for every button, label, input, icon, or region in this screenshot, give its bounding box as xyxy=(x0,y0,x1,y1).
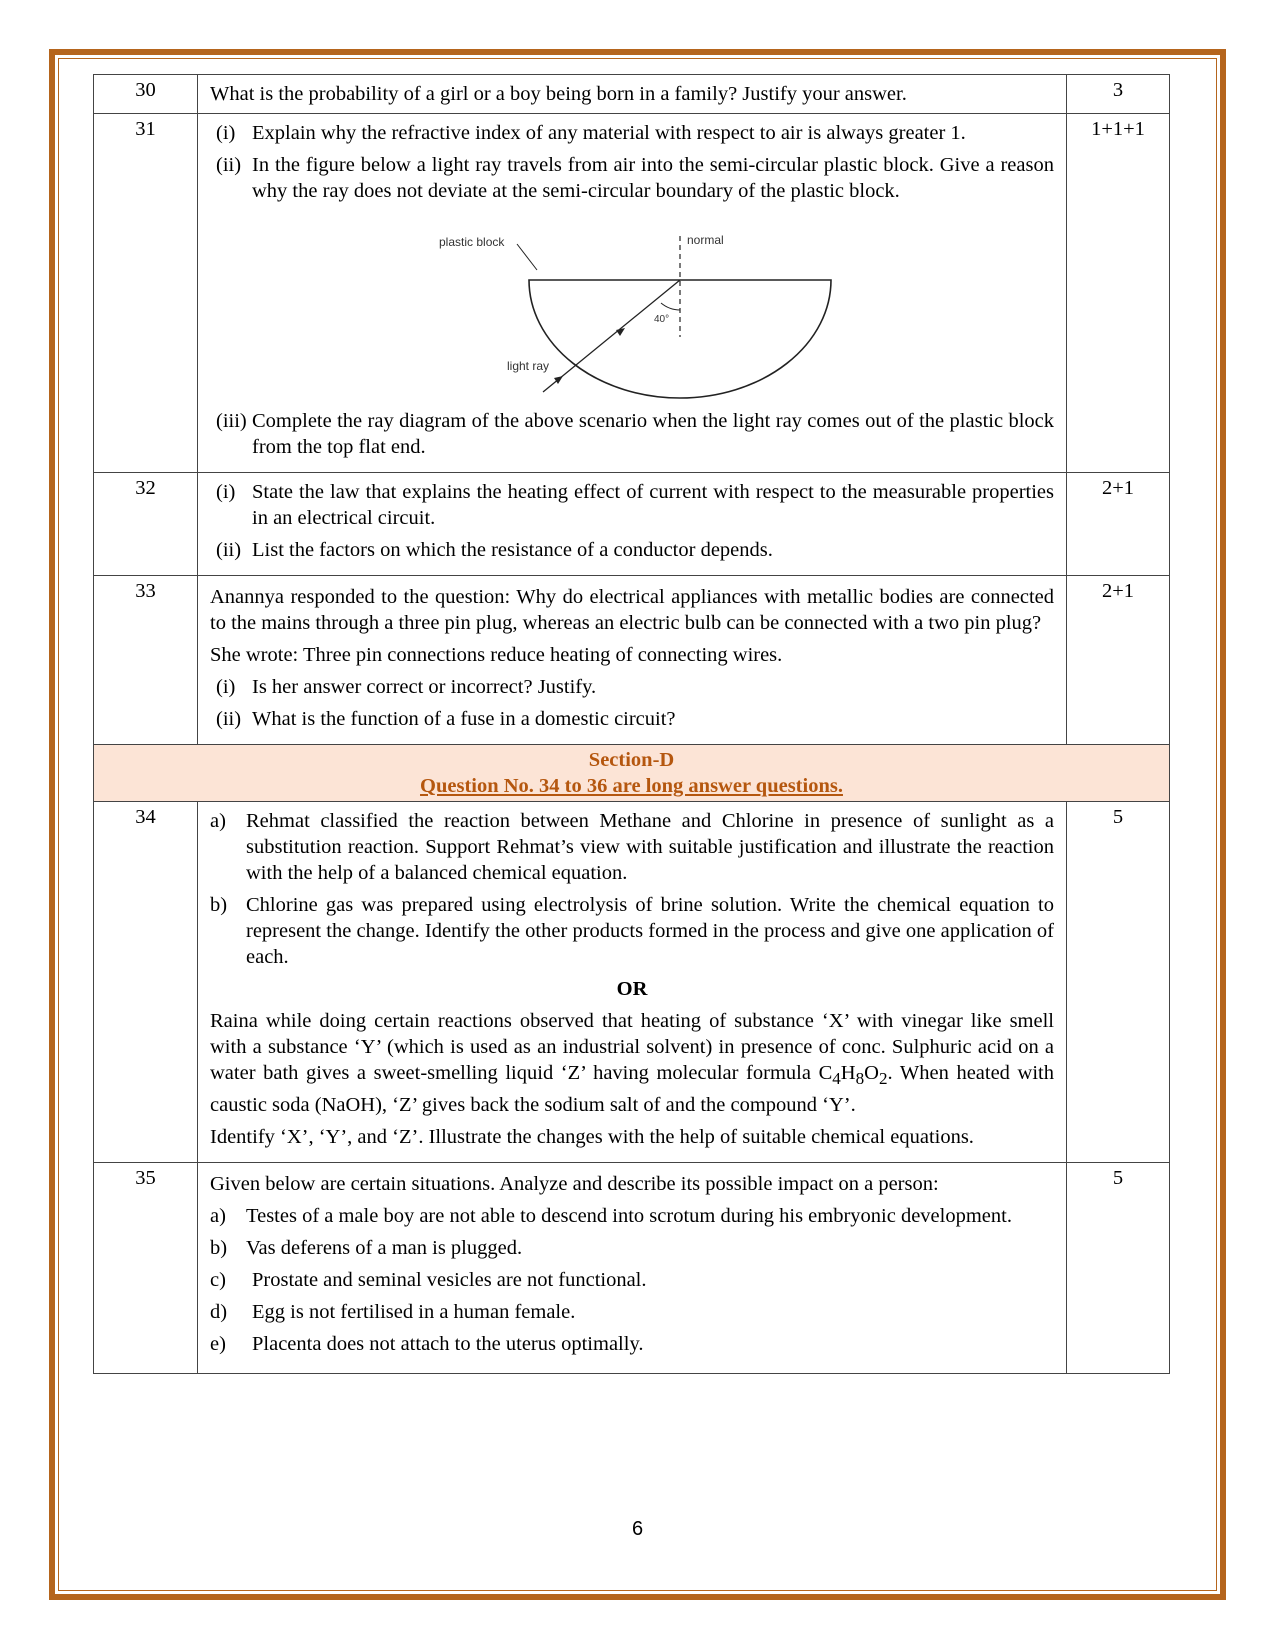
sub-text: Testes of a male boy are not able to descend into scrotum during his embryonic development. xyxy=(246,1205,1012,1228)
question-marks: 5 xyxy=(1067,1163,1170,1374)
sub-label: (ii) xyxy=(216,539,242,561)
sub-text: Placenta does not attach to the uterus optimally. xyxy=(252,1333,644,1356)
page-number: 6 xyxy=(631,1518,644,1540)
sub-text: Explain why the refractive index of any material with respect to air is always greater 1. xyxy=(252,122,966,144)
question-number: 35 xyxy=(94,1163,198,1374)
angle-label: 40° xyxy=(654,314,670,325)
question-intro: Given below are certain situations. Analyze and describe its possible impact on a person: xyxy=(210,1173,939,1196)
sub-question-ii xyxy=(210,706,1054,732)
sub-question-ii xyxy=(216,537,1054,563)
ray-diagram-figure xyxy=(425,212,845,402)
section-header-row xyxy=(94,745,1170,802)
question-number: 30 xyxy=(94,75,198,114)
question-number: 32 xyxy=(94,473,198,576)
section-subtitle: Question No. 34 to 36 are long answer questions. xyxy=(420,775,843,797)
alternative-question-task: Identify ‘X’, ‘Y’, and ‘Z’. Illustrate the changes with the help of suitable chemical equations. xyxy=(210,1126,974,1149)
question-row-30 xyxy=(94,75,1170,114)
sub-question-a xyxy=(210,1203,1054,1229)
sub-text: In the figure below a light ray travels from air into the semi-circular plastic block. Give a reason why the ray does not deviate at the semi-circular boundary of the plastic block. xyxy=(252,154,1054,202)
question-marks: 2+1 xyxy=(1067,473,1170,576)
sub-text: Egg is not fertilised in a human female. xyxy=(252,1301,576,1324)
sub-label: (ii) xyxy=(216,154,242,176)
sub-label: b) xyxy=(210,894,228,916)
plastic-block-leader xyxy=(517,244,537,270)
sub-label: (ii) xyxy=(216,708,242,730)
light-ray-line xyxy=(543,280,680,392)
sub-question-c xyxy=(210,1267,1054,1293)
sub-question-e xyxy=(210,1331,1054,1357)
question-row-32 xyxy=(94,473,1170,576)
sub-question-i xyxy=(216,479,1054,531)
sub-text: List the factors on which the resistance of a conductor depends. xyxy=(252,539,773,561)
sub-question-ii xyxy=(216,152,1054,204)
question-marks: 5 xyxy=(1067,802,1170,1163)
question-number: 33 xyxy=(94,576,198,745)
question-number: 31 xyxy=(94,114,198,473)
sub-label: e) xyxy=(210,1333,226,1356)
sub-label: (i) xyxy=(216,676,236,698)
sub-question-i xyxy=(216,120,1054,146)
student-answer: She wrote: Three pin connections reduce heating of connecting wires. xyxy=(210,644,783,666)
sub-text: State the law that explains the heating effect of current with respect to the measurable properties in an electrical circuit. xyxy=(252,481,1054,529)
sub-question-d xyxy=(210,1299,1054,1325)
angle-arc xyxy=(661,303,680,310)
sub-label: a) xyxy=(210,810,226,832)
normal-label: normal xyxy=(687,233,724,247)
or-separator: OR xyxy=(616,978,648,1000)
question-body xyxy=(198,473,1067,576)
question-row-35 xyxy=(94,1163,1170,1374)
question-row-31 xyxy=(94,114,1170,473)
question-body xyxy=(198,576,1067,745)
question-row-34 xyxy=(94,802,1170,1163)
sub-question-iii xyxy=(216,408,1054,460)
plastic-block-shape xyxy=(529,280,831,398)
sub-question-b xyxy=(210,892,1054,970)
sub-label: a) xyxy=(210,1205,226,1228)
sub-text: Is her answer correct or incorrect? Justify. xyxy=(252,676,597,698)
sub-label: b) xyxy=(210,1237,228,1260)
section-header xyxy=(94,745,1170,802)
sub-text: Vas deferens of a man is plugged. xyxy=(246,1237,523,1260)
arrow-head-outside xyxy=(554,376,563,384)
alternative-question-text xyxy=(210,1008,1054,1118)
sub-text: What is the function of a fuse in a domestic circuit? xyxy=(252,708,676,730)
sub-question-i xyxy=(210,674,1054,700)
question-marks: 2+1 xyxy=(1067,576,1170,745)
question-body xyxy=(198,114,1067,473)
sub-label: d) xyxy=(210,1301,228,1324)
questions-table xyxy=(93,74,1170,1374)
sub-text: Chlorine gas was prepared using electrolysis of brine solution. Write the chemical equation to represent the change. Identify the other products formed in the process and give one application of each. xyxy=(246,894,1054,968)
sub-question-b xyxy=(210,1235,1054,1261)
light-ray-label: light ray xyxy=(507,359,550,373)
arrow-head-inside xyxy=(616,328,625,336)
question-marks: 1+1+1 xyxy=(1067,114,1170,473)
alt-text-end: . When heated with caustic soda (NaOH), ‘Z’ gives back the sodium salt of and the compound ‘Y’. xyxy=(210,1062,1054,1117)
question-intro: Anannya responded to the question: Why do electrical appliances with metallic bodies are connected to the mains through a three pin plug, whereas an electric bulb can be connected with a two pin plug? xyxy=(210,586,1054,634)
question-body xyxy=(198,802,1067,1163)
molecular-formula: $C_4H_8O_2$ xyxy=(818,1062,888,1089)
question-number: 34 xyxy=(94,802,198,1163)
section-title: Section-D xyxy=(588,749,675,771)
question-row-33 xyxy=(94,576,1170,745)
sub-label: (i) xyxy=(216,122,236,144)
plastic-block-label: plastic block xyxy=(439,235,505,249)
question-body xyxy=(198,1163,1067,1374)
sub-label: c) xyxy=(210,1269,226,1292)
sub-question-a xyxy=(210,808,1054,886)
question-text: What is the probability of a girl or a boy being born in a family? Justify your answer. xyxy=(198,75,1067,114)
sub-label: (iii) xyxy=(216,410,247,432)
sub-text: Prostate and seminal vesicles are not functional. xyxy=(252,1269,647,1292)
question-marks: 3 xyxy=(1067,75,1170,114)
alt-text-start: Raina while doing certain reactions observed that heating of substance ‘X’ with vinegar like smell with a substance ‘Y’ (which is used as an industrial solvent) in presence of conc. Sulphuric acid on a water bath gives a sweet-smelling liquid ‘Z’ having molecular formula xyxy=(210,1010,1054,1084)
sub-text: Rehmat classified the reaction between Methane and Chlorine in presence of sunlight as a substitution reaction. Support Rehmat’s view with suitable justification and illustrate the reaction with the help of a balanced chemical equation. xyxy=(246,810,1054,884)
sub-label: (i) xyxy=(216,481,236,503)
sub-text: Complete the ray diagram of the above scenario when the light ray comes out of the plastic block from the top flat end. xyxy=(252,410,1054,458)
